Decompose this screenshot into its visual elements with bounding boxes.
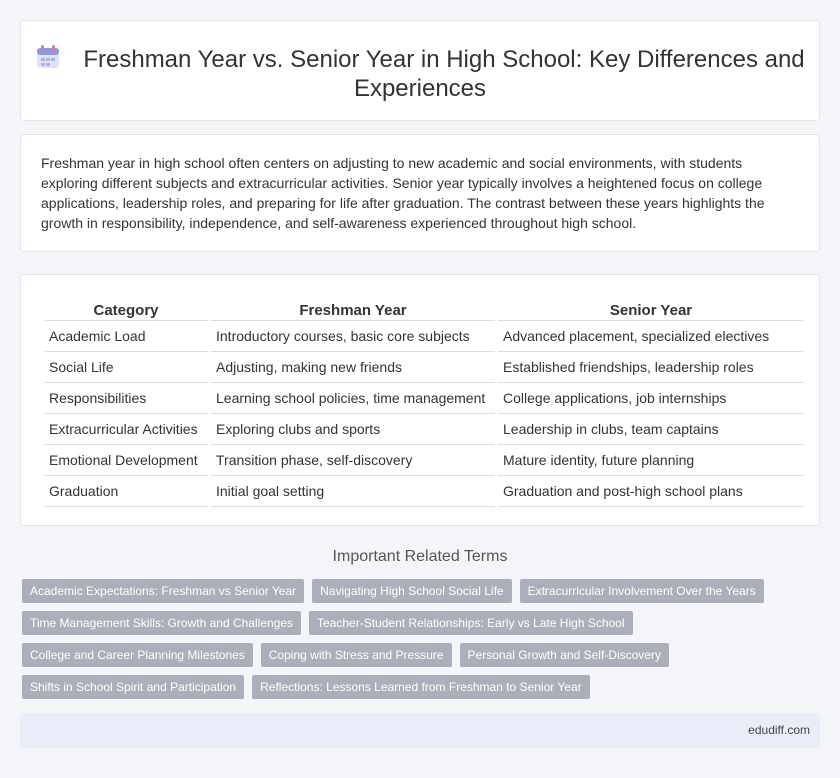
related-term-tag[interactable]: Extracurricular Involvement Over the Years xyxy=(520,579,764,603)
table-cell: Mature identity, future planning xyxy=(498,445,804,476)
header-freshman: Freshman Year xyxy=(211,295,495,321)
table-cell: College applications, job internships xyxy=(498,383,804,414)
table-cell: Initial goal setting xyxy=(211,476,495,507)
table-row xyxy=(44,445,804,476)
table-cell: Learning school policies, time management xyxy=(211,383,495,414)
table-cell: Responsibilities xyxy=(44,383,208,414)
table-cell: Social Life xyxy=(44,352,208,383)
related-terms-title: Important Related Terms xyxy=(332,548,508,565)
table-row xyxy=(44,352,804,383)
title-card xyxy=(20,20,820,121)
table-row xyxy=(44,414,804,445)
related-term-tag[interactable]: Shifts in School Spirit and Participation xyxy=(22,675,244,699)
related-term-tag[interactable]: Time Management Skills: Growth and Challenges xyxy=(22,611,301,635)
table-cell: Transition phase, self-discovery xyxy=(211,445,495,476)
intro-card xyxy=(20,134,820,252)
related-term-tag[interactable]: Reflections: Lessons Learned from Freshman to Senior Year xyxy=(252,675,590,699)
table-cell: Introductory courses, basic core subjects xyxy=(211,321,495,352)
table-cell: Extracurricular Activities xyxy=(44,414,208,445)
page-title-wrap xyxy=(21,44,819,103)
table-row xyxy=(44,476,804,507)
related-term-tag[interactable]: Personal Growth and Self-Discovery xyxy=(460,643,669,667)
related-term-tag[interactable]: Teacher-Student Relationships: Early vs Late High School xyxy=(309,611,633,635)
footer xyxy=(20,713,820,748)
related-terms-list xyxy=(22,579,822,707)
page-title: Freshman Year vs. Senior Year in High School: Key Differences and Experiences xyxy=(83,46,805,102)
table-cell: Leadership in clubs, team captains xyxy=(498,414,804,445)
header-senior: Senior Year xyxy=(498,295,804,321)
table-cell: Adjusting, making new friends xyxy=(211,352,495,383)
table-row xyxy=(44,383,804,414)
table-cell: Graduation and post-high school plans xyxy=(498,476,804,507)
footer-site-link[interactable]: edudiff.com xyxy=(748,723,810,737)
table-cell: Established friendships, leadership roles xyxy=(498,352,804,383)
related-term-tag[interactable]: Coping with Stress and Pressure xyxy=(261,643,452,667)
table-cell: Academic Load xyxy=(44,321,208,352)
table-cell: Emotional Development xyxy=(44,445,208,476)
table-cell: Exploring clubs and sports xyxy=(211,414,495,445)
comparison-card xyxy=(20,274,820,526)
related-term-tag[interactable]: College and Career Planning Milestones xyxy=(22,643,253,667)
intro-paragraph: Freshman year in high school often centers on adjusting to new academic and social environments, with students exploring different subjects and extracurricular activities. Senior year typically involves a heightened focus on college applications, leadership roles, and preparing for life after graduation. The contrast between these years highlights the growth in responsibility, independence, and self-awareness experienced throughout high school. xyxy=(41,155,765,231)
header-category: Category xyxy=(44,295,208,321)
table-header-row xyxy=(44,295,804,321)
table-cell: Graduation xyxy=(44,476,208,507)
comparison-table xyxy=(41,295,807,507)
table-cell: Advanced placement, specialized electives xyxy=(498,321,804,352)
table-row xyxy=(44,321,804,352)
related-term-tag[interactable]: Navigating High School Social Life xyxy=(312,579,511,603)
calendar-icon xyxy=(35,44,61,70)
related-term-tag[interactable]: Academic Expectations: Freshman vs Senior Year xyxy=(22,579,304,603)
